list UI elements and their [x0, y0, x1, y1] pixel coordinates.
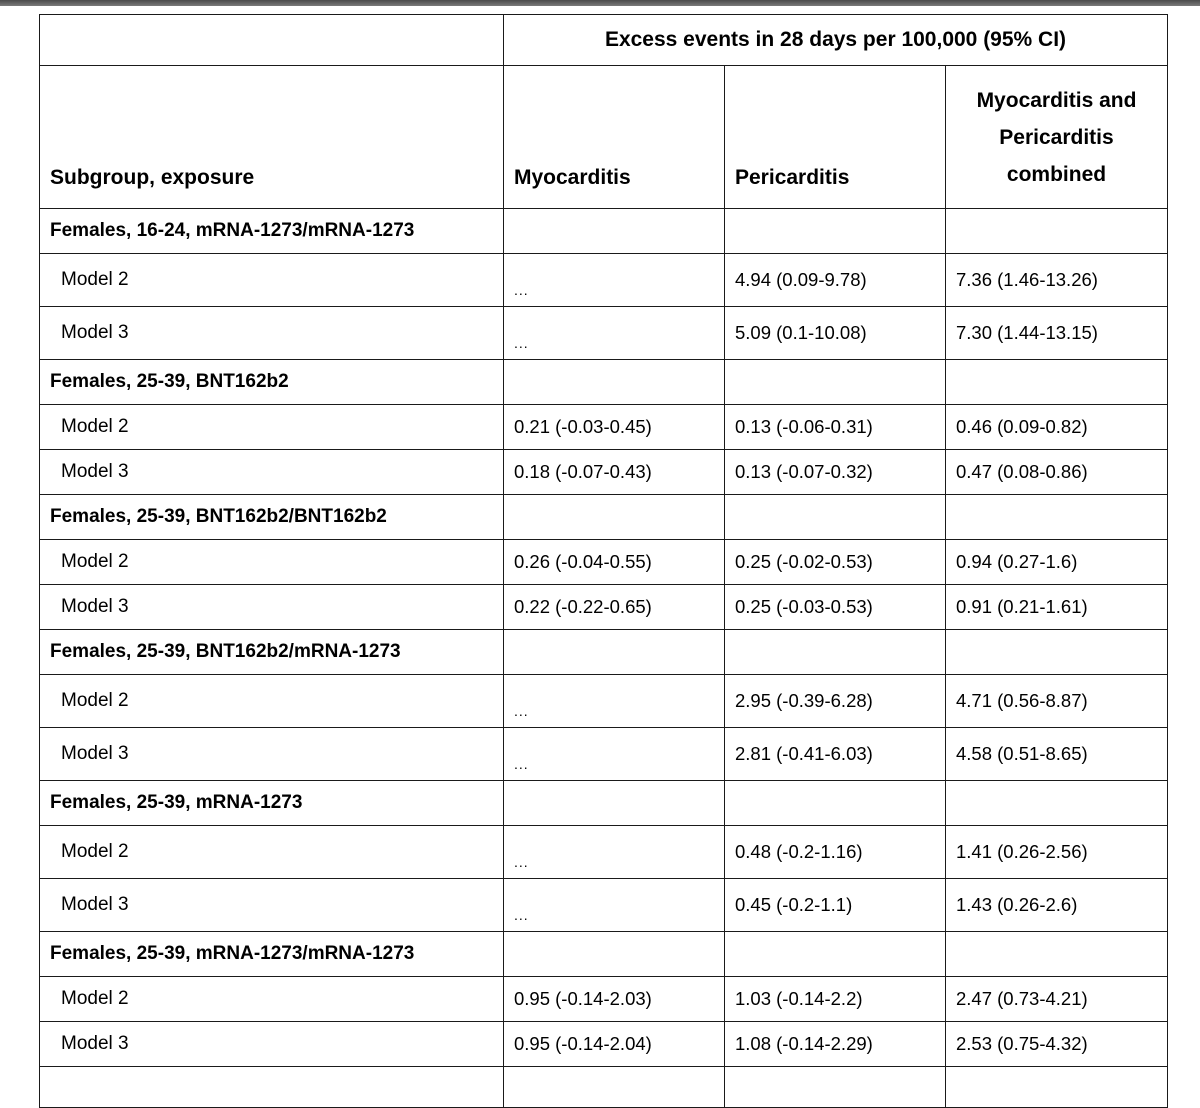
myocarditis-value: 0.21 (-0.03-0.45): [504, 405, 725, 450]
empty-cell: [504, 630, 725, 675]
table-row: [40, 540, 1168, 585]
empty-cell: [725, 781, 946, 826]
empty-cell: [725, 932, 946, 977]
empty-cell: [946, 209, 1168, 254]
span-header-row: [40, 15, 1168, 66]
model-label: Model 2: [40, 405, 504, 450]
header-combined-line2: Pericarditis: [999, 125, 1114, 149]
myocarditis-value: 0.95 (-0.14-2.03): [504, 977, 725, 1022]
partial-row: [40, 1067, 1168, 1108]
table-row: [40, 675, 1168, 728]
pericarditis-value: 4.94 (0.09-9.78): [725, 254, 946, 307]
myocarditis-value: ...: [504, 254, 725, 307]
empty-cell: [946, 1067, 1168, 1108]
group-row: [40, 630, 1168, 675]
empty-cell: [946, 781, 1168, 826]
combined-value: 1.43 (0.26-2.6): [946, 879, 1168, 932]
empty-cell: [725, 630, 946, 675]
model-label: Model 3: [40, 1022, 504, 1067]
combined-value: 2.53 (0.75-4.32): [946, 1022, 1168, 1067]
table-row: [40, 450, 1168, 495]
span-header: Excess events in 28 days per 100,000 (95% CI): [504, 15, 1168, 66]
myocarditis-value: ...: [504, 728, 725, 781]
model-label: Model 3: [40, 450, 504, 495]
header-myocarditis: Myocarditis: [504, 66, 725, 209]
table-row: [40, 826, 1168, 879]
empty-cell: [946, 630, 1168, 675]
model-label: Model 3: [40, 585, 504, 630]
combined-value: 2.47 (0.73-4.21): [946, 977, 1168, 1022]
model-label: Model 3: [40, 879, 504, 932]
empty-cell: [504, 1067, 725, 1108]
combined-value: 7.30 (1.44-13.15): [946, 307, 1168, 360]
pericarditis-value: 0.25 (-0.02-0.53): [725, 540, 946, 585]
pericarditis-value: 1.03 (-0.14-2.2): [725, 977, 946, 1022]
model-label: Model 2: [40, 254, 504, 307]
model-label: Model 2: [40, 540, 504, 585]
header-pericarditis: Pericarditis: [725, 66, 946, 209]
model-label: Model 2: [40, 675, 504, 728]
group-row: [40, 209, 1168, 254]
pericarditis-value: 0.45 (-0.2-1.1): [725, 879, 946, 932]
group-label: Females, 25-39, BNT162b2: [40, 360, 504, 405]
empty-cell: [504, 495, 725, 540]
group-label: Females, 25-39, BNT162b2/mRNA-1273: [40, 630, 504, 675]
pericarditis-value: 5.09 (0.1-10.08): [725, 307, 946, 360]
pericarditis-value: 0.25 (-0.03-0.53): [725, 585, 946, 630]
empty-cell: [725, 360, 946, 405]
empty-cell: [504, 360, 725, 405]
empty-cell: [946, 495, 1168, 540]
combined-value: 0.46 (0.09-0.82): [946, 405, 1168, 450]
table-row: [40, 405, 1168, 450]
combined-value: 0.47 (0.08-0.86): [946, 450, 1168, 495]
myocarditis-value: 0.26 (-0.04-0.55): [504, 540, 725, 585]
empty-cell: [725, 495, 946, 540]
pericarditis-value: 2.95 (-0.39-6.28): [725, 675, 946, 728]
header-combined-line1: Myocarditis and: [976, 88, 1137, 112]
group-label: Females, 16-24, mRNA-1273/mRNA-1273: [40, 209, 504, 254]
group-row: [40, 360, 1168, 405]
combined-value: 4.58 (0.51-8.65): [946, 728, 1168, 781]
empty-cell: [725, 209, 946, 254]
combined-value: 7.36 (1.46-13.26): [946, 254, 1168, 307]
pericarditis-value: 0.13 (-0.07-0.32): [725, 450, 946, 495]
column-header-row: [40, 66, 1168, 209]
window-top-edge: [0, 0, 1200, 6]
pericarditis-value: 0.48 (-0.2-1.16): [725, 826, 946, 879]
model-label: Model 2: [40, 826, 504, 879]
model-label: Model 3: [40, 307, 504, 360]
empty-cell: [504, 781, 725, 826]
pericarditis-value: 0.13 (-0.06-0.31): [725, 405, 946, 450]
combined-value: 0.91 (0.21-1.61): [946, 585, 1168, 630]
table-row: [40, 254, 1168, 307]
pericarditis-value: 1.08 (-0.14-2.29): [725, 1022, 946, 1067]
model-label: Model 3: [40, 728, 504, 781]
group-row: [40, 495, 1168, 540]
empty-cell: [504, 209, 725, 254]
group-label: Females, 25-39, mRNA-1273: [40, 781, 504, 826]
myocarditis-value: 0.22 (-0.22-0.65): [504, 585, 725, 630]
table-row: [40, 307, 1168, 360]
table-row: [40, 728, 1168, 781]
empty-cell: [946, 932, 1168, 977]
empty-cell: [504, 932, 725, 977]
header-combined-line3: combined: [1006, 162, 1107, 186]
table-row: [40, 879, 1168, 932]
pericarditis-value: 2.81 (-0.41-6.03): [725, 728, 946, 781]
myocarditis-value: 0.95 (-0.14-2.04): [504, 1022, 725, 1067]
combined-value: 1.41 (0.26-2.56): [946, 826, 1168, 879]
empty-cell: [725, 1067, 946, 1108]
table-row: [40, 977, 1168, 1022]
empty-cell: [946, 360, 1168, 405]
group-row: [40, 932, 1168, 977]
myocarditis-value: ...: [504, 826, 725, 879]
group-label: Females, 25-39, mRNA-1273/mRNA-1273: [40, 932, 504, 977]
table-row: [40, 1022, 1168, 1067]
empty-cell: [40, 1067, 504, 1108]
myocarditis-value: ...: [504, 879, 725, 932]
excess-events-table: [39, 14, 1168, 1108]
header-combined: [946, 66, 1168, 209]
model-label: Model 2: [40, 977, 504, 1022]
group-label: Females, 25-39, BNT162b2/BNT162b2: [40, 495, 504, 540]
header-subgroup: Subgroup, exposure: [40, 66, 504, 209]
myocarditis-value: ...: [504, 675, 725, 728]
combined-value: 4.71 (0.56-8.87): [946, 675, 1168, 728]
combined-value: 0.94 (0.27-1.6): [946, 540, 1168, 585]
group-row: [40, 781, 1168, 826]
myocarditis-value: 0.18 (-0.07-0.43): [504, 450, 725, 495]
table-row: [40, 585, 1168, 630]
empty-header-cell: [40, 15, 504, 66]
myocarditis-value: ...: [504, 307, 725, 360]
